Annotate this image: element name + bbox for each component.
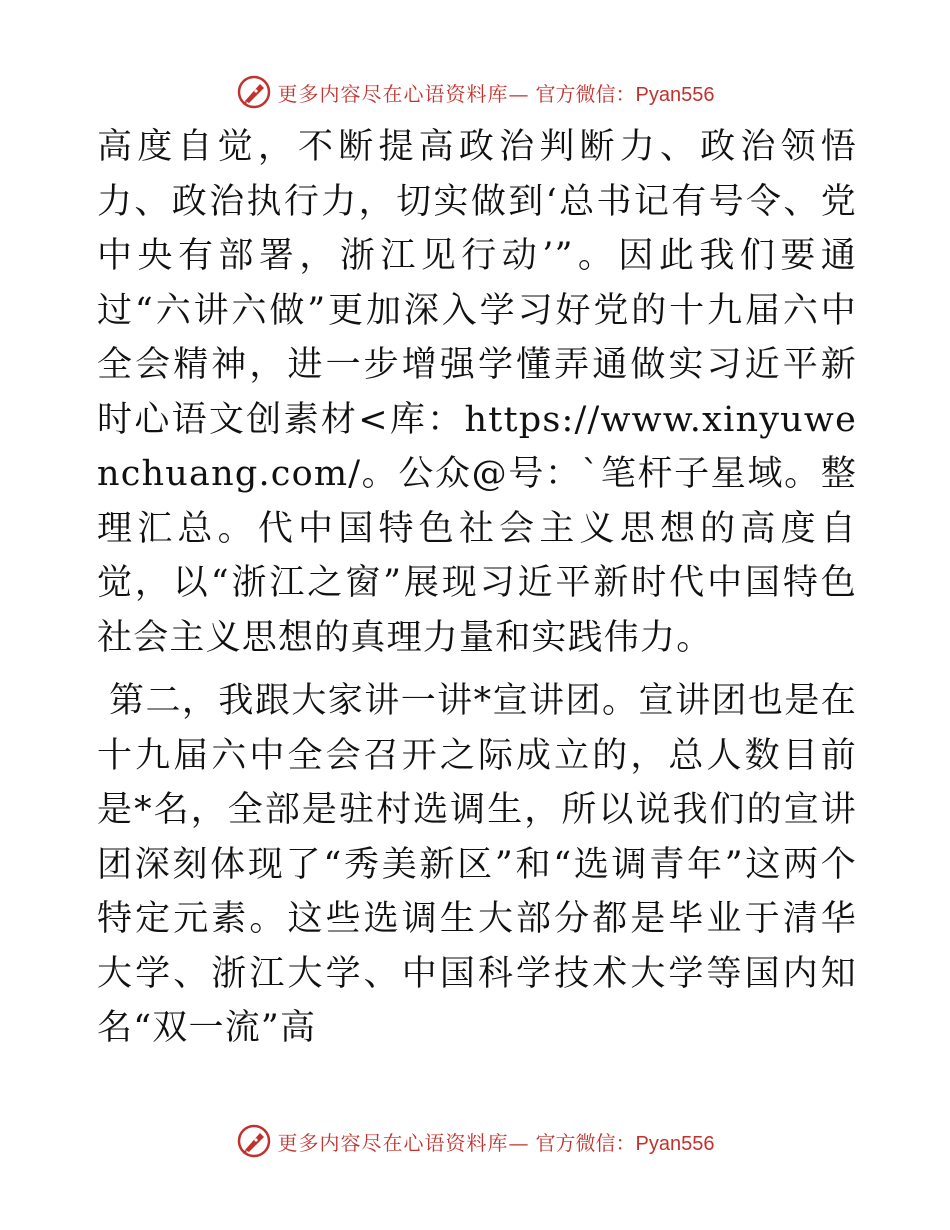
footer-watermark-text: 更多内容尽在心语资料库— bbox=[277, 1130, 530, 1155]
footer-watermark bbox=[0, 1121, 950, 1161]
header-watermark bbox=[0, 72, 950, 112]
pen-nib-icon bbox=[236, 74, 272, 110]
pen-nib-icon bbox=[236, 1123, 272, 1159]
paragraph-1: 高度自觉，不断提高政治判断力、政治领悟力、政治执行力，切实做到‘总书记有号令、党中央有部署，浙江见行动’”。因此我们要通过“六讲六做”更加深入学习好党的十九届六中全会精神，进一步增强学懂弄通做实习近平新时心语文创素材<库：https://www.xinyuwenchuang.com/。公众@号：`笔杆子星域。整理汇总。代中国特色社会主义思想的高度自觉，以“浙江之窗”展现习近平新时代中国特色社会主义思想的真理力量和实践伟力。 bbox=[97, 127, 857, 658]
document-body bbox=[97, 120, 857, 1056]
paragraph-2: 第二，我跟大家讲一讲*宣讲团。宣讲团也是在十九届六中全会召开之际成立的，总人数目前是*名，全部是驻村选调生，所以说我们的宣讲团深刻体现了“秀美新区”和“选调青年”这两个特定元素。这些选调生大部分都是毕业于清华大学、浙江大学、中国科学技术大学等国内知名“双一流”高 bbox=[97, 681, 857, 1048]
footer-wechat-id: 官方微信：Pyan556 bbox=[535, 1132, 715, 1155]
header-watermark-text: 更多内容尽在心语资料库— bbox=[277, 81, 530, 106]
header-wechat-id: 官方微信：Pyan556 bbox=[535, 83, 715, 106]
